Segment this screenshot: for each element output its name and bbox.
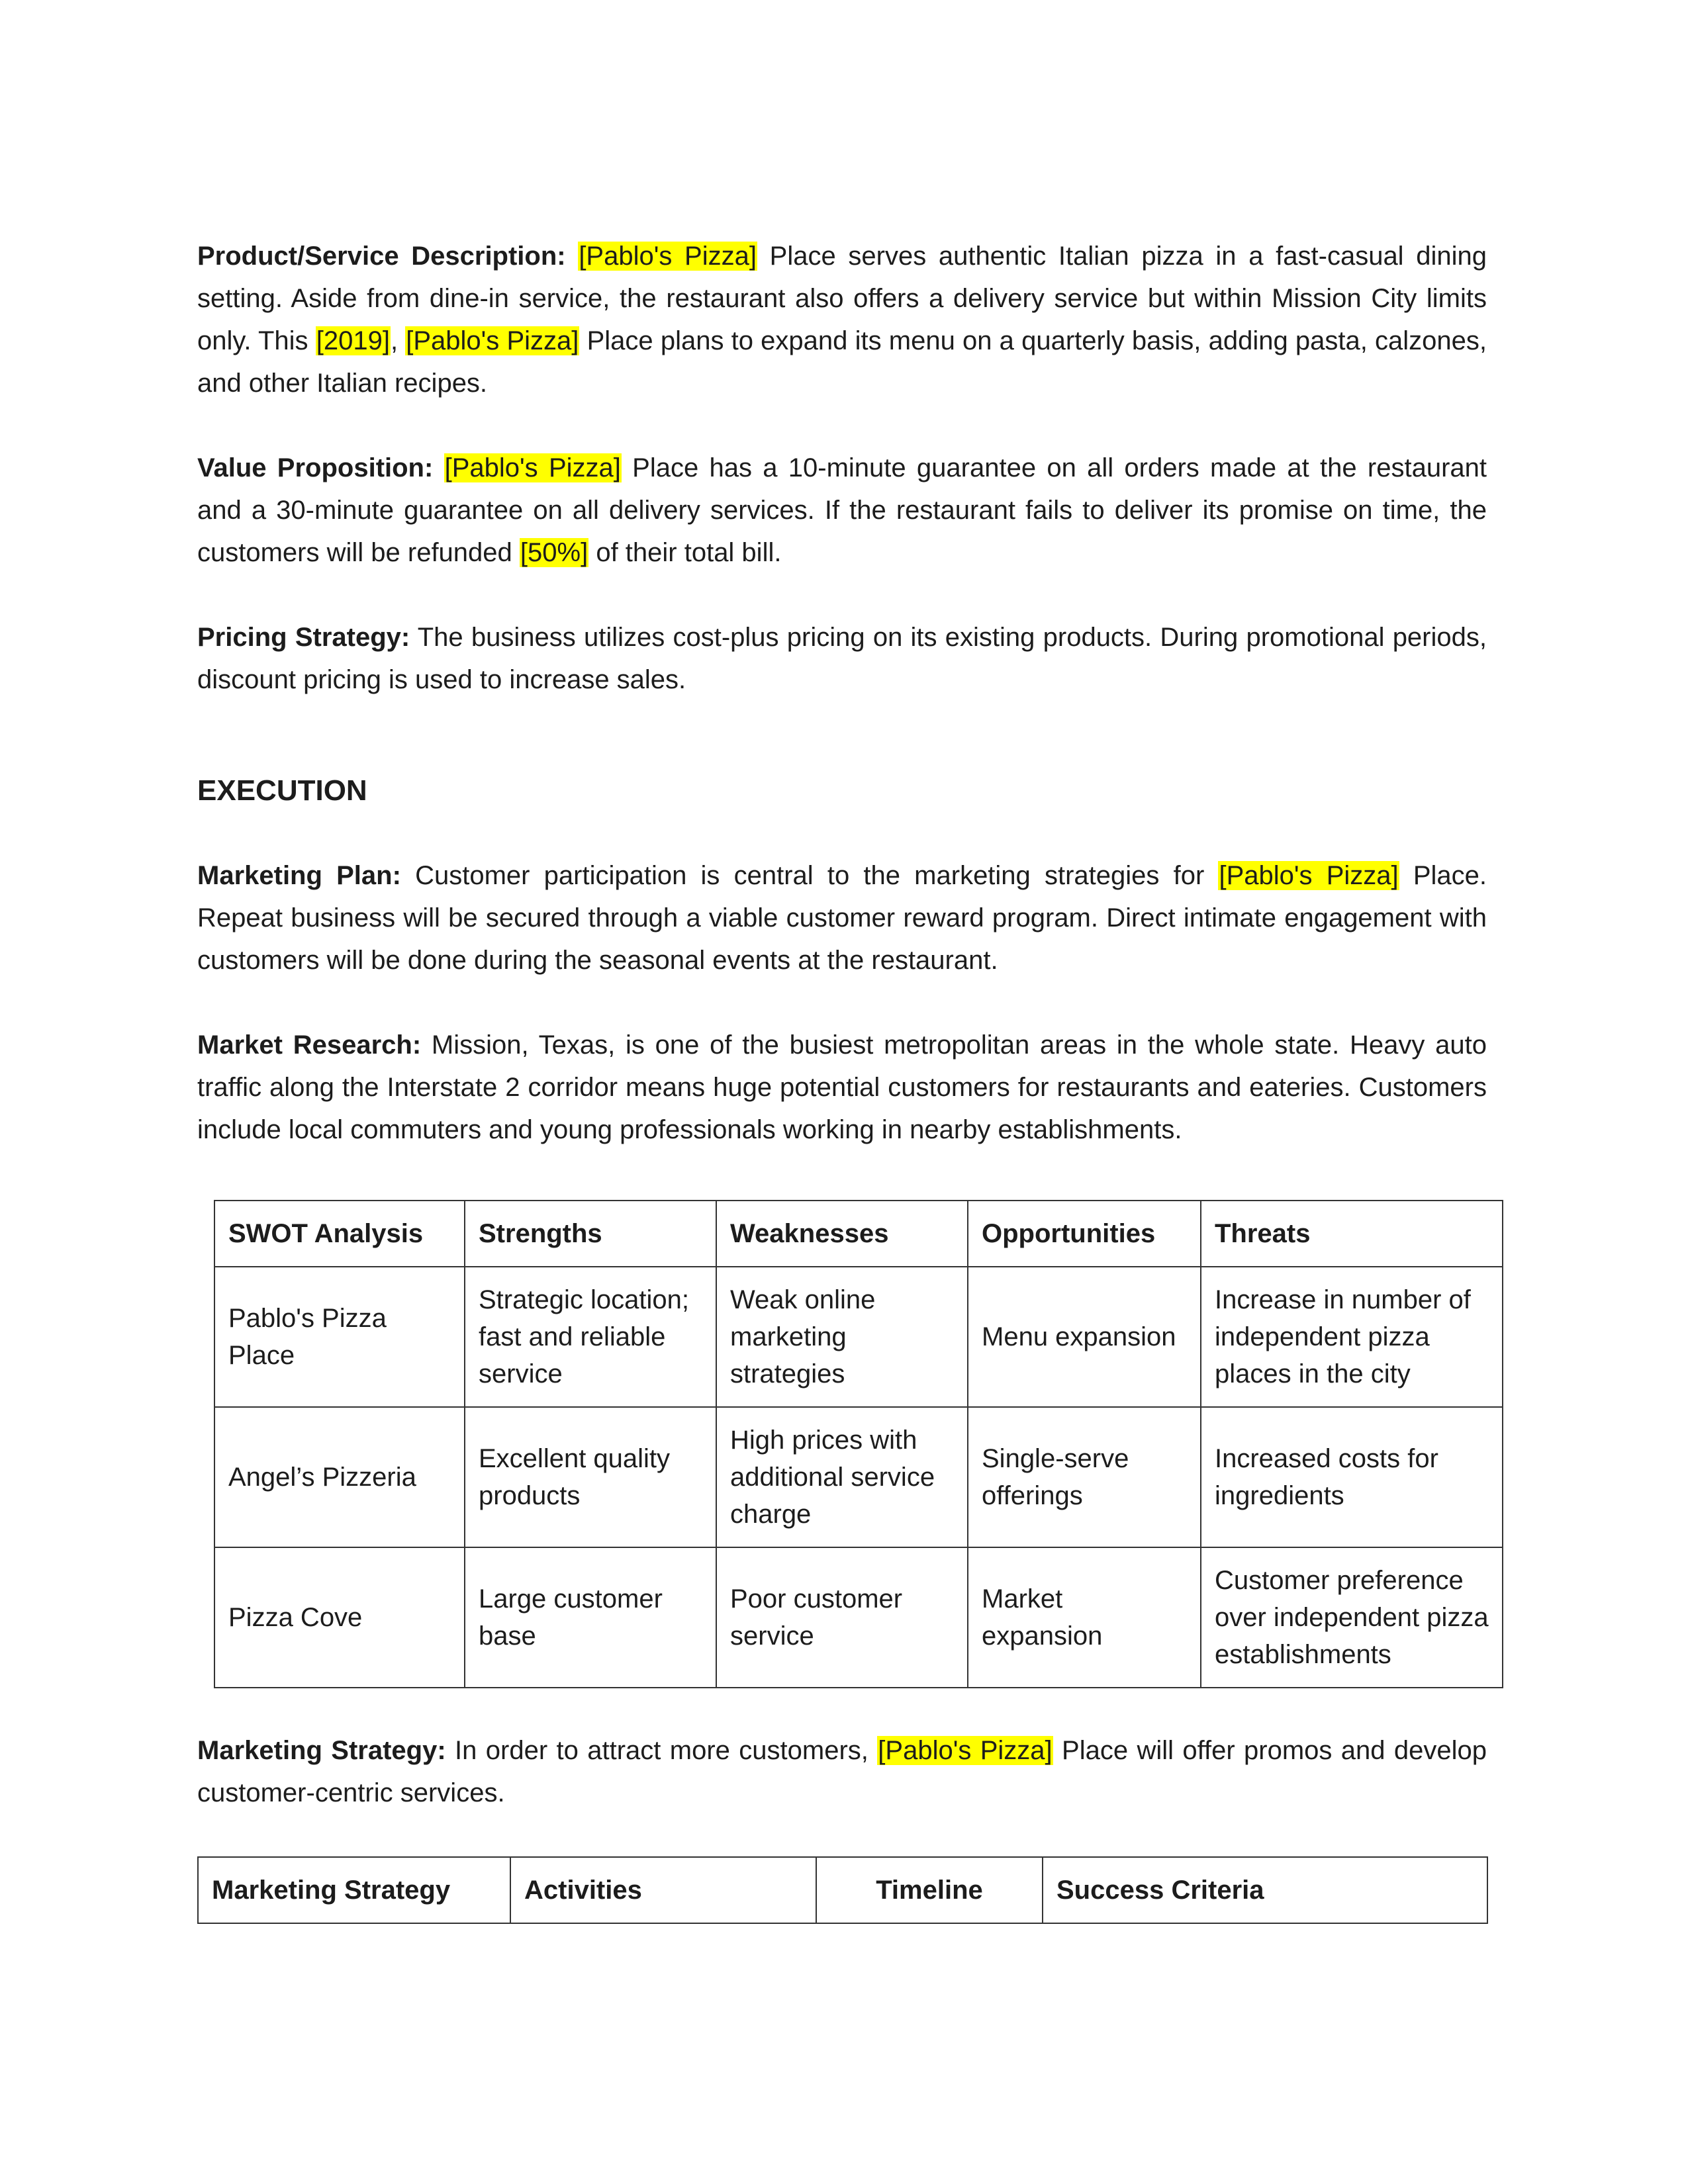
column-header: Weaknesses (716, 1201, 968, 1267)
marketing-strategy-table (197, 1856, 1488, 1924)
table-cell: Poor customer service (716, 1547, 968, 1688)
table-row (214, 1267, 1503, 1407)
column-header: Success Criteria (1043, 1857, 1487, 1923)
marketing-plan-paragraph (197, 854, 1487, 981)
table-header-row (214, 1201, 1503, 1267)
table-cell: Increased costs for ingredients (1201, 1407, 1503, 1547)
table-cell: Large customer base (465, 1547, 716, 1688)
paragraph-text: In order to attract more customers, (445, 1736, 878, 1765)
product-description-paragraph (197, 235, 1487, 404)
section-heading-execution: EXECUTION (197, 774, 367, 807)
placeholder-refund-percent: [50%] (520, 538, 588, 567)
table-cell: High prices with additional service charge (716, 1407, 968, 1547)
column-header: Opportunities (968, 1201, 1201, 1267)
marketing-plan-label: Marketing Plan: (197, 861, 401, 890)
table-header-row (198, 1857, 1487, 1923)
marketing-strategy-paragraph (197, 1729, 1487, 1814)
market-research-label: Market Research: (197, 1030, 422, 1060)
column-header: SWOT Analysis (214, 1201, 465, 1267)
table-cell: Customer preference over independent pizza establishments (1201, 1547, 1503, 1688)
marketing-strategy-label: Marketing Strategy: (197, 1736, 446, 1765)
paragraph-text: Mission, Texas, is one of the busiest metropolitan areas in the whole state. Heavy auto traffic along the Interstate 2 corridor means huge potential customers for restaurants and eateries. Customers include local commuters and young professionals working in nearby establishments. (197, 1030, 1487, 1144)
column-header: Marketing Strategy (198, 1857, 510, 1923)
paragraph-text: Place plans to expand its menu on a quarterly basis, adding pasta, calzones, and other Italian recipes. (197, 326, 1487, 398)
paragraph-text: Place will offer promos and develop customer-centric services. (197, 1736, 1487, 1807)
table-cell: Pablo's Pizza Place (214, 1267, 465, 1407)
table-cell: Single-serve offerings (968, 1407, 1201, 1547)
document-page (197, 235, 1487, 1924)
pricing-strategy-paragraph (197, 616, 1487, 701)
column-header: Activities (510, 1857, 816, 1923)
table-row (214, 1407, 1503, 1547)
placeholder-business-name: [Pablo's Pizza] (406, 326, 579, 355)
market-research-paragraph (197, 1024, 1487, 1151)
paragraph-text: The business utilizes cost-plus pricing on its existing products. During promotional periods, discount pricing is used to increase sales. (197, 623, 1487, 694)
paragraph-text: Customer participation is central to the marketing strategies for (400, 861, 1219, 890)
column-header: Strengths (465, 1201, 716, 1267)
column-header: Timeline (816, 1857, 1043, 1923)
table-cell: Pizza Cove (214, 1547, 465, 1688)
product-description-label: Product/Service Description: (197, 242, 566, 271)
paragraph-text: Place. Repeat business will be secured through a viable customer reward program. Direct intimate engagement with customers will be done during the seasonal events at the restaurant. (197, 861, 1487, 975)
table-cell: Weak online marketing strategies (716, 1267, 968, 1407)
placeholder-business-name: [Pablo's Pizza] (878, 1736, 1053, 1765)
paragraph-text: Place serves authentic Italian pizza in a fast-casual dining setting. Aside from dine-in service, the restaurant also offers a delivery service but within Mission City limits only. This (197, 242, 1487, 355)
value-proposition-paragraph (197, 447, 1487, 574)
paragraph-text: , (390, 326, 406, 355)
placeholder-business-name: [Pablo's Pizza] (444, 453, 621, 482)
table-cell: Angel’s Pizzeria (214, 1407, 465, 1547)
value-proposition-label: Value Proposition: (197, 453, 434, 482)
table-cell: Increase in number of independent pizza places in the city (1201, 1267, 1503, 1407)
column-header: Threats (1201, 1201, 1503, 1267)
table-cell: Market expansion (968, 1547, 1201, 1688)
placeholder-business-name: [Pablo's Pizza] (1219, 861, 1399, 890)
table-cell: Excellent quality products (465, 1407, 716, 1547)
table-row (214, 1547, 1503, 1688)
table-cell: Menu expansion (968, 1267, 1201, 1407)
swot-table (214, 1200, 1503, 1688)
table-cell: Strategic location; fast and reliable service (465, 1267, 716, 1407)
paragraph-text: of their total bill. (588, 538, 782, 567)
paragraph-text: Place has a 10-minute guarantee on all orders made at the restaurant and a 30-minute guarantee on all delivery services. If the restaurant fails to deliver its promise on time, the customers will be refunded (197, 453, 1487, 567)
pricing-strategy-label: Pricing Strategy: (197, 623, 410, 652)
placeholder-year: [2019] (316, 326, 390, 355)
placeholder-business-name: [Pablo's Pizza] (579, 242, 757, 271)
